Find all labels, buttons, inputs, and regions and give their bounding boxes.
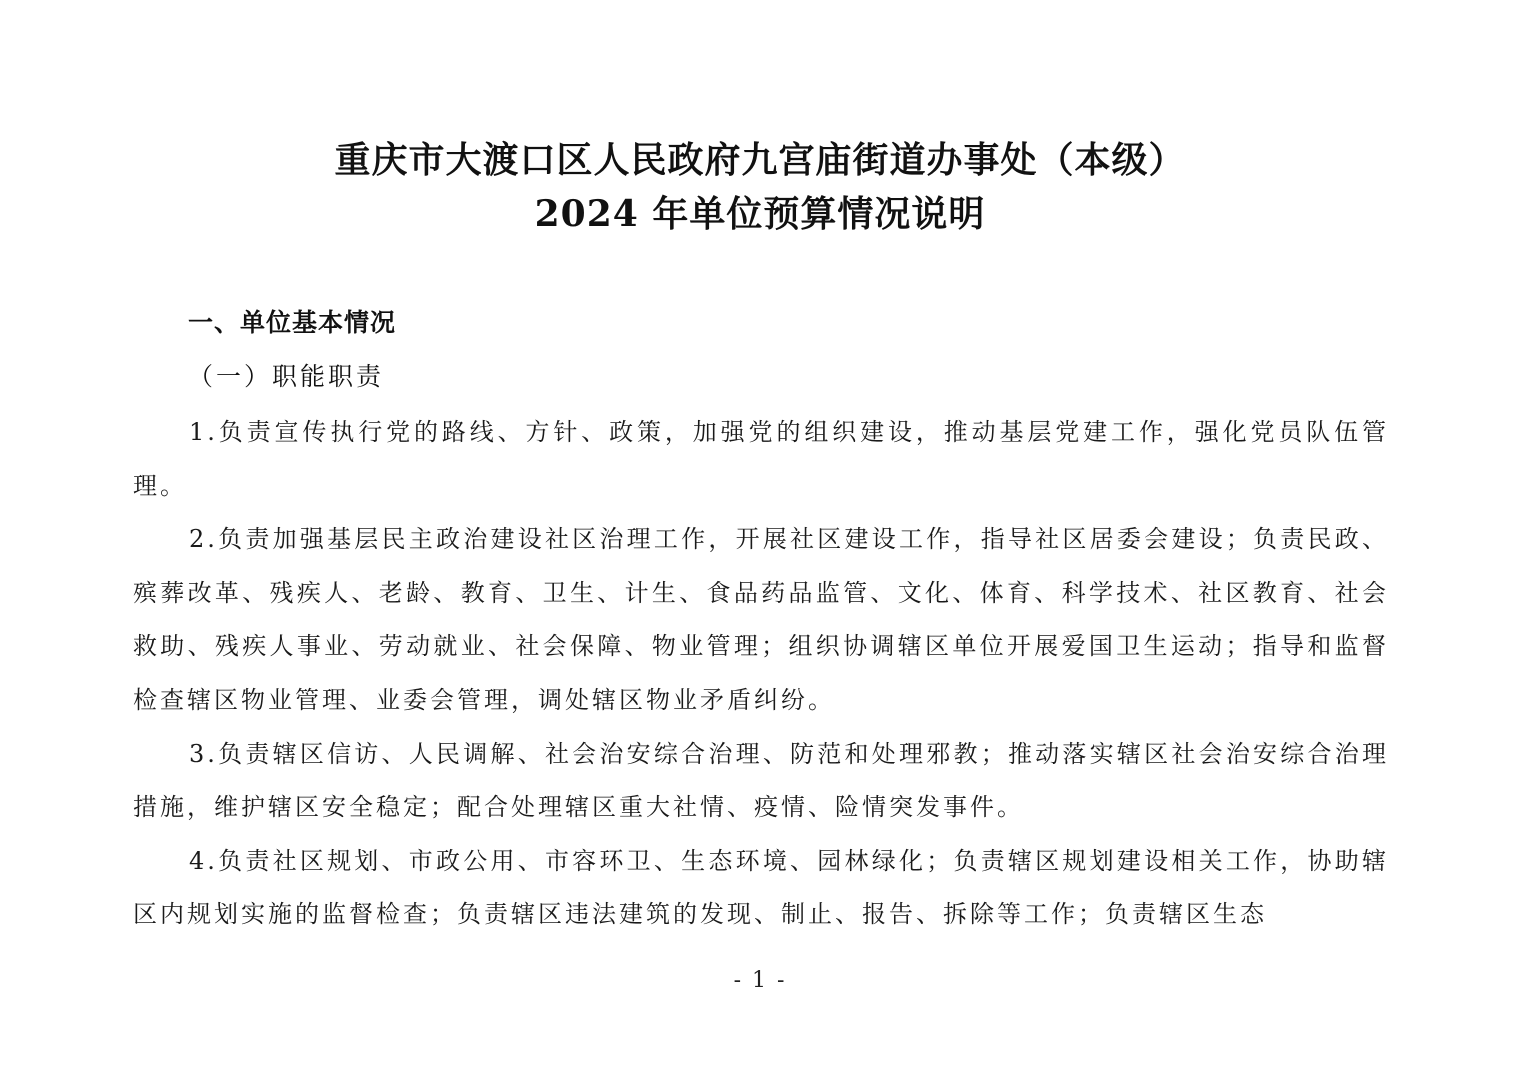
document-body [133,406,1389,942]
paragraph-3: 3.负责辖区信访、人民调解、社会治安综合治理、防范和处理邪教；推动落实辖区社会治安综合治理措施，维护辖区安全稳定；配合处理辖区重大社情、疫情、险情突发事件。 [133,739,1389,822]
document-title-line-1: 重庆市大渡口区人民政府九宫庙街道办事处（本级） [334,139,1186,181]
document-title-line-2: 2024 年单位预算情况说明 [534,193,986,235]
paragraph-1: 1.负责宣传执行党的路线、方针、政策，加强党的组织建设，推动基层党建工作，强化党员队伍管理。 [133,418,1389,500]
page-number: - 1 - [733,968,787,993]
subsection-heading: （一）职能职责 [188,362,385,391]
paragraph-2: 2.负责加强基层民主政治建设社区治理工作，开展社区建设工作，指导社区居委会建设；负责民政、殡葬改革、残疾人、老龄、教育、卫生、计生、食品药品监管、文化、体育、科学技术、社区教育、社会救助、残疾人事业、劳动就业、社会保障、物业管理；组织协调辖区单位开展爱国卫生运动；指导和监督检查辖区物业管理、业委会管理，调处辖区物业矛盾纠纷。 [133,525,1389,714]
paragraph-4: 4.负责社区规划、市政公用、市容环卫、生态环境、园林绿化；负责辖区规划建设相关工作，协助辖区内规划实施的监督检查；负责辖区违法建筑的发现、制止、报告、拆除等工作；负责辖区生态 [133,846,1389,929]
section-heading: 一、单位基本情况 [188,308,397,337]
